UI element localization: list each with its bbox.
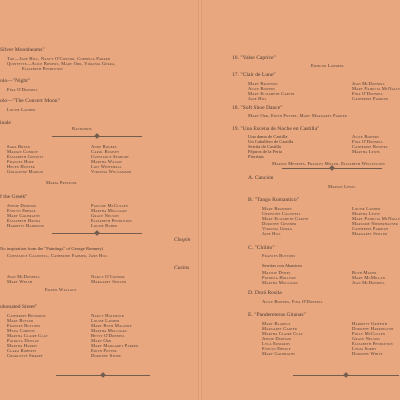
right-text-line: Pájaros de la Feria (248, 149, 283, 154)
right-text-line: Grace Nelson (352, 336, 380, 341)
left-text-line: Nancy Holyrock (91, 313, 125, 318)
right-text-line: Serrita de Castilla (248, 144, 281, 149)
left-text-line: Myra Cabenis (7, 328, 35, 333)
left-text-line: Constance Seabury (91, 154, 130, 159)
right-page (200, 0, 400, 400)
right-text-line: Martha Mulligan (262, 280, 298, 285)
left-text-line: Jean McDonnell (7, 274, 41, 279)
left-text-line: Cusins (174, 265, 190, 271)
left-text-line: Constance Caldwell, Catherine Farmer, Jane Hill (7, 253, 108, 258)
right-text-line: Margaret Carter (262, 326, 298, 331)
right-text-line: Mary Blakely (262, 321, 291, 326)
left-text-line: No inspiration from the "Paintings" of George Romney) (0, 246, 104, 251)
right-rule-top (282, 168, 382, 169)
right-text-line: Marjorie Niederhauser (352, 221, 398, 226)
left-text-line: Louise Lander (91, 318, 120, 323)
left-text-line: Mary Margaret Parker (91, 343, 139, 348)
right-text-line: Patricia Hollway (262, 275, 297, 280)
right-text-line: Jennie Durham (262, 336, 292, 341)
right-text-line: Mary Galbraith (262, 351, 295, 356)
left-text-line: Mary Welsh (7, 279, 33, 284)
right-text-line: Catherine Bowers (352, 144, 388, 149)
left-bottom-rule (56, 375, 150, 376)
left-text-line: ohonated Street" (0, 304, 38, 310)
right-text-line: Mary Patricia McNally (352, 86, 400, 91)
left-text-line: Martha Claire Clay (7, 333, 48, 338)
left-middle-rule (52, 233, 142, 234)
right-text-line: Mazilie Dyres (262, 270, 291, 275)
right-text-line: B. "Tango Romantico" (248, 197, 299, 203)
right-text-line: Margaret Spiller (352, 231, 388, 236)
left-text-line: Jennie Durham (7, 203, 37, 208)
left-top-rule (52, 136, 142, 137)
left-text-line: Betty O'Donnell (91, 333, 126, 338)
right-text-line: Un Caballero de Castilla (248, 139, 294, 144)
right-text-line: Catherine Parrish (352, 96, 388, 101)
right-text-line: Martha Lewis (352, 211, 380, 216)
left-text-line: Mary Butler (7, 318, 34, 323)
right-text-line: Edmund Lansber (311, 63, 344, 68)
right-text-line: Dorothy White (352, 351, 383, 356)
right-rule-bottom (293, 375, 399, 376)
right-text-line: Louise Lander (352, 206, 381, 211)
right-text-line: Marian Menezes, Frances Miller, Elizabeth Wellington (272, 161, 385, 166)
left-text-line: Mary Orr (91, 338, 112, 343)
left-text-line: Martha Harris (7, 343, 38, 348)
left-text-line: Grace Nelson (91, 213, 119, 218)
right-text-line: Harriett Griffith (352, 321, 388, 326)
left-text-line: Evelyn Eberle (7, 208, 36, 213)
right-text-line: Elizabeth Pendleton (352, 341, 393, 346)
left-text-line: Maria Pressler (46, 180, 77, 185)
right-text-line: Alice Bowers (352, 134, 380, 139)
right-text-line: C. "Chilito" (248, 245, 275, 251)
right-text-line: 16. "Valse Caprice" (232, 55, 276, 61)
right-text-line: Alice Bowers, Fina O'Donnell (262, 299, 324, 304)
left-text-line: Martha Mulligan (91, 328, 127, 333)
left-text-line: Clara Roberts (7, 348, 37, 353)
right-text-line: 19. "Una Escena de Noche en Castilla" (232, 126, 320, 132)
left-text-line: Pauline McCullen (91, 203, 129, 208)
right-text-line: D. Dorá Rosita (248, 290, 282, 296)
right-text-line: 17. "Clair de Lune" (232, 72, 276, 78)
left-text-line: Quintette—Alice Bowers, Mary Orr, Virginia Gerra, (7, 61, 116, 66)
right-text-line: Catherine Parrish (352, 226, 388, 231)
left-text-line: Elizabeth Pendleton (91, 218, 132, 223)
left-text-line: olo—"The Concert Moon" (0, 98, 60, 104)
left-text-line: Fina O'Donnell (7, 87, 39, 92)
right-text-line: A. Cancion (248, 175, 274, 181)
right-text-line: Martha Claire Clay (262, 331, 303, 336)
right-text-line: Marian Lewis (328, 184, 356, 189)
left-text-line: Elizabeth Gossett (7, 154, 44, 159)
left-text-line: Harriett Harrison (7, 223, 45, 228)
left-text-line: Charlotte Sharpe (7, 353, 43, 358)
left-text-line: Frances Hope (7, 159, 34, 164)
right-text-line: Jean McDonnell (352, 81, 386, 86)
right-text-line: Dorothy Gessner (262, 221, 297, 226)
right-text-line: E. "Pandereteras Gitanas" (248, 312, 306, 318)
right-text-line: Dorothy Harrington (352, 326, 394, 331)
left-text-line: Marian Conroy (7, 149, 39, 154)
right-text-line: Fina O'Donnell (352, 91, 384, 96)
left-text-line: Martha Mulligan (91, 208, 127, 213)
left-text-line: Catherine Richards (7, 313, 46, 318)
left-text-line: Chopin (174, 237, 191, 243)
right-text-line: Mary Brannon (262, 206, 292, 211)
right-text-line: Mary Elizabeth Carvin (248, 91, 295, 96)
right-text-line: Alice Bowers (248, 86, 276, 91)
left-text-line: Martha Waugh (91, 159, 122, 164)
right-text-line: Jane Hill (248, 96, 267, 101)
left-text-line: Margaret Spiller (91, 279, 127, 284)
left-text-line: inale (0, 120, 11, 126)
right-text-line: Polly McCullen (352, 331, 386, 336)
right-text-line: Mary McMillan (352, 275, 386, 280)
left-text-line: Louise Lander (7, 107, 36, 112)
right-text-line: Frances Buttons (262, 253, 296, 258)
left-text-line: Louise Ruben (91, 223, 118, 228)
left-text-line: Raymonds (72, 126, 92, 131)
left-text-line: Patricia Dunlap (7, 338, 39, 343)
right-text-line: Christine Caldwell (262, 211, 302, 216)
right-text-line: Mary Orr, Edith Potter, Mary Margaret Parker (248, 113, 347, 118)
right-text-line: Virginia Gerra (262, 226, 293, 231)
right-text-line: 18. "Soft Shoe Dance" (232, 105, 283, 111)
left-text-line: Edith Potter (91, 348, 117, 353)
right-text-line: Serritas con Abanicos (262, 263, 303, 268)
left-text-line: olo—"Night" (0, 78, 31, 84)
left-text-line: Elizabeth Pendleton (22, 66, 63, 71)
right-text-line: Jane Hill (262, 231, 281, 236)
left-text-line: Nancy O'Connor (91, 274, 125, 279)
left-text-line: Mary Galbraith (7, 213, 40, 218)
left-text-line: Silver Moonbeams" (0, 47, 45, 53)
right-text-line: Mary Patricia McNally (352, 216, 400, 221)
right-text-line: Floristas (248, 154, 264, 159)
left-page (0, 0, 198, 400)
left-text-line: Carol Rumsey (91, 149, 120, 154)
right-text-line: Lyla Edwards (262, 341, 290, 346)
left-text-line: Eileen Wallace (45, 287, 77, 292)
right-text-line: Mary Elizabeth Carvin (262, 216, 309, 221)
right-text-line: Martha Lewis (352, 149, 380, 154)
left-text-line: Sara Bryan (7, 144, 31, 149)
left-text-line: Dorothy Stone (91, 353, 122, 358)
right-text-line: Mary Brannon (248, 81, 278, 86)
left-text-line: Mary Ruth Maguire (91, 323, 132, 328)
right-text-line: Una dama de Castilla (248, 134, 288, 139)
right-text-line: Evelyn Eberle (262, 346, 291, 351)
left-text-line: Anne Rogers (91, 144, 117, 149)
right-text-line: Lydia Sorby (352, 346, 377, 351)
left-text-line: f the Greek" (0, 194, 28, 200)
left-text-line: Geraldine Marion (7, 169, 44, 174)
right-text-line: Ruth Mauer (352, 270, 377, 275)
left-text-line: Helen Hunter (7, 164, 35, 169)
left-text-line: Virginia Williamson (91, 169, 132, 174)
right-text-line: Jean McDonnell (352, 280, 386, 285)
left-text-line: Toe—Jane Hill, Nancy O'Connor, Cornelia Parker (7, 56, 111, 61)
right-text-line: Fina O'Donnell (352, 139, 384, 144)
left-text-line: Frances Buttons (7, 323, 41, 328)
left-text-line: Elizabeth Hanna (7, 218, 41, 223)
left-text-line: Lois Whitehall (91, 164, 122, 169)
